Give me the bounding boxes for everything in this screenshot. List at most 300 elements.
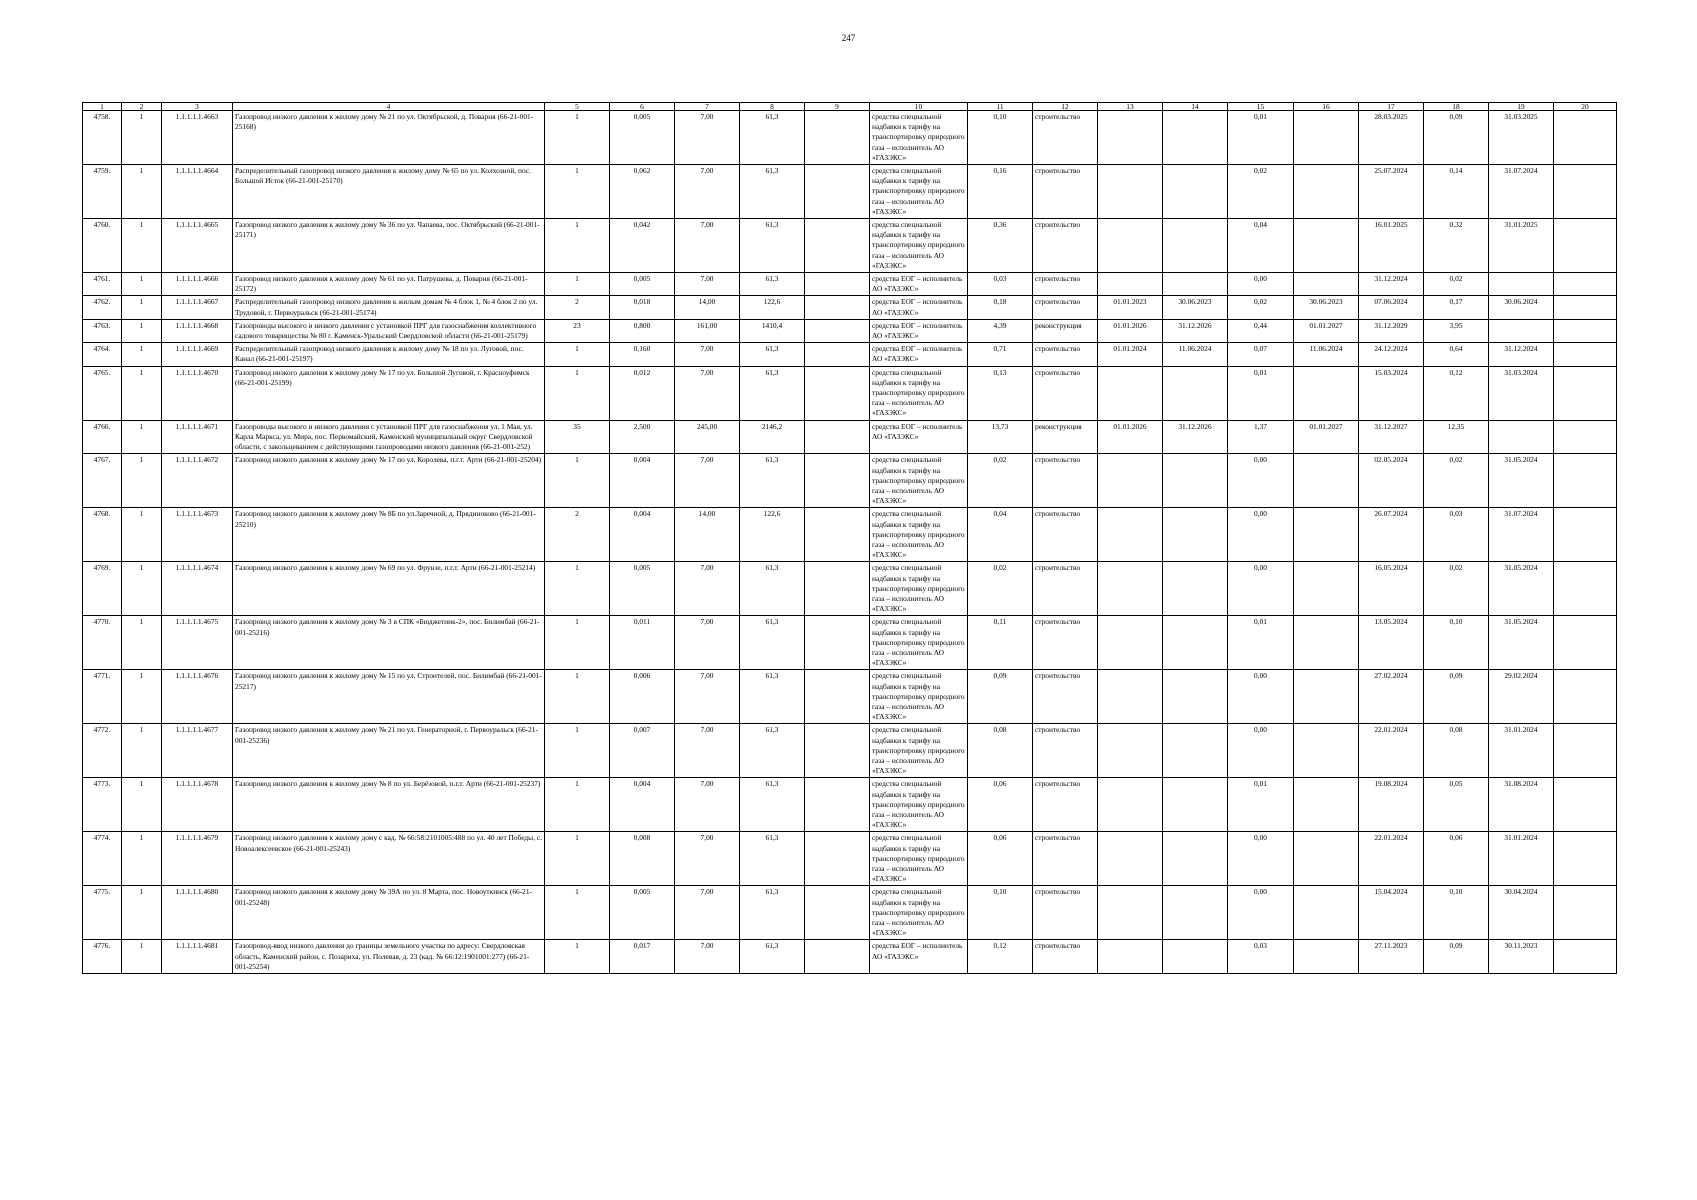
table-cell-col14 xyxy=(1163,832,1228,886)
table-cell-col14 xyxy=(1163,886,1228,940)
table-cell-col6: 0,005 xyxy=(610,111,675,165)
column-number-header: 13 xyxy=(1098,103,1163,111)
table-cell-col15: 0,00 xyxy=(1228,454,1294,508)
table-cell-col17: 27.11.2023 xyxy=(1359,940,1424,974)
table-cell-col13 xyxy=(1098,724,1163,778)
table-cell-col10: средства специальной надбавки к тарифу на транспортировку природного газа – исполнитель АО «ГАЗЭКС» xyxy=(870,670,968,724)
table-cell-col4: Газопровод низкого давления к жилому дому № 17 по ул. Королева, п.г.т. Арти (66-21-001-25204) xyxy=(233,454,545,508)
table-cell-col17: 16.05.2024 xyxy=(1359,562,1424,616)
table-cell-col11: 0,02 xyxy=(968,562,1033,616)
table-cell-col4: Газопровод-ввод низкого давления до границы земельного участка по адресу: Свердловская область, Каменский район, с. Позариха, ул. Полевая, д. 23 (кад. № 66:12:1901001:277) (66-21-001-25254) xyxy=(233,940,545,974)
table-cell-col19 xyxy=(1489,319,1554,342)
table-cell-col7: 7,00 xyxy=(675,273,740,296)
table-cell-col15: 0,01 xyxy=(1228,366,1294,420)
table-cell-col1: 4766. xyxy=(83,420,122,454)
table-cell-col4: Газопровод низкого давления к жилому дому № 17 по ул. Большой Луговой, г. Красноуфимск (66-21-001-25199) xyxy=(233,366,545,420)
table-cell-col16: 11.06.2024 xyxy=(1294,343,1359,366)
table-cell-col8: 61,3 xyxy=(740,111,805,165)
table-cell-col7: 7,00 xyxy=(675,562,740,616)
table-cell-col20 xyxy=(1554,165,1617,219)
table-cell-col13: 01.01.2026 xyxy=(1098,319,1163,342)
table-cell-col6: 0,062 xyxy=(610,165,675,219)
table-cell-col12: строительство xyxy=(1033,724,1098,778)
table-cell-col18: 0,12 xyxy=(1424,366,1489,420)
table-cell-col12: реконструкция xyxy=(1033,420,1098,454)
table-cell-col11: 0,13 xyxy=(968,366,1033,420)
table-cell-col2: 1 xyxy=(122,319,162,342)
table-cell-col11: 0,02 xyxy=(968,454,1033,508)
table-cell-col15: 0,01 xyxy=(1228,616,1294,670)
table-cell-col2: 1 xyxy=(122,940,162,974)
table-cell-col5: 1 xyxy=(545,940,610,974)
column-number-header: 3 xyxy=(162,103,233,111)
table-cell-col12: строительство xyxy=(1033,111,1098,165)
table-row xyxy=(83,670,1617,724)
table-cell-col8: 61,3 xyxy=(740,724,805,778)
table-cell-col19: 31.01.2025 xyxy=(1489,219,1554,273)
table-cell-col13 xyxy=(1098,273,1163,296)
table-cell-col14 xyxy=(1163,165,1228,219)
table-cell-col8: 61,3 xyxy=(740,165,805,219)
table-cell-col3: 1.1.1.1.1.4679 xyxy=(162,832,233,886)
table-cell-col18: 3,95 xyxy=(1424,319,1489,342)
table-cell-col8: 61,3 xyxy=(740,366,805,420)
column-number-header: 2 xyxy=(122,103,162,111)
table-cell-col14 xyxy=(1163,940,1228,974)
table-cell-col3: 1.1.1.1.1.4664 xyxy=(162,165,233,219)
table-cell-col15: 0,01 xyxy=(1228,111,1294,165)
table-row xyxy=(83,111,1617,165)
table-cell-col8: 61,3 xyxy=(740,832,805,886)
table-cell-col19: 31.01.2024 xyxy=(1489,724,1554,778)
table-cell-col3: 1.1.1.1.1.4671 xyxy=(162,420,233,454)
column-number-header: 12 xyxy=(1033,103,1098,111)
table-cell-col17: 02.05.2024 xyxy=(1359,454,1424,508)
table-cell-col16: 01.01.2027 xyxy=(1294,420,1359,454)
table-cell-col11: 0,06 xyxy=(968,778,1033,832)
table-cell-col4: Газопроводы высокого и низкого давления с установкой ПРГ для газоснабжения коллективного садового товарищества № 80 г. Каменск-Уральский Свердловской области (66-21-001-25179) xyxy=(233,319,545,342)
table-cell-col6: 0,011 xyxy=(610,616,675,670)
table-cell-col14 xyxy=(1163,454,1228,508)
table-cell-col3: 1.1.1.1.1.4678 xyxy=(162,778,233,832)
table-cell-col7: 7,00 xyxy=(675,724,740,778)
table-cell-col10: средства специальной надбавки к тарифу на транспортировку природного газа – исполнитель АО «ГАЗЭКС» xyxy=(870,219,968,273)
table-cell-col5: 23 xyxy=(545,319,610,342)
table-cell-col20 xyxy=(1554,366,1617,420)
table-cell-col13 xyxy=(1098,165,1163,219)
table-cell-col11: 0,11 xyxy=(968,616,1033,670)
table-cell-col19: 29.02.2024 xyxy=(1489,670,1554,724)
table-cell-col18: 0,08 xyxy=(1424,724,1489,778)
table-cell-col18: 0,05 xyxy=(1424,778,1489,832)
table-cell-col4: Распределительный газопровод низкого давления к жилому дому № 65 по ул. Колхозной, пос. Большой Исток (66-21-001-25170) xyxy=(233,165,545,219)
table-cell-col14 xyxy=(1163,670,1228,724)
table-cell-col14: 31.12.2026 xyxy=(1163,420,1228,454)
table-cell-col10: средства специальной надбавки к тарифу на транспортировку природного газа – исполнитель АО «ГАЗЭКС» xyxy=(870,616,968,670)
table-cell-col8: 61,3 xyxy=(740,273,805,296)
table-cell-col1: 4765. xyxy=(83,366,122,420)
table-cell-col2: 1 xyxy=(122,420,162,454)
table-cell-col8: 122,6 xyxy=(740,296,805,319)
table-cell-col20 xyxy=(1554,420,1617,454)
table-cell-col3: 1.1.1.1.1.4668 xyxy=(162,319,233,342)
table-cell-col5: 1 xyxy=(545,562,610,616)
table-cell-col13 xyxy=(1098,562,1163,616)
table-cell-col6: 0,004 xyxy=(610,508,675,562)
table-cell-col9 xyxy=(805,319,870,342)
column-number-row xyxy=(83,103,1617,111)
table-cell-col18: 0,09 xyxy=(1424,940,1489,974)
table-cell-col4: Газопровод низкого давления к жилому дому № 21 по ул. Генераторной, г. Первоуральск (66-21-001-25236) xyxy=(233,724,545,778)
table-cell-col6: 0,005 xyxy=(610,562,675,616)
table-cell-col14 xyxy=(1163,219,1228,273)
table-cell-col2: 1 xyxy=(122,454,162,508)
table-cell-col16 xyxy=(1294,940,1359,974)
table-cell-col16 xyxy=(1294,366,1359,420)
table-cell-col2: 1 xyxy=(122,886,162,940)
table-cell-col8: 61,3 xyxy=(740,562,805,616)
table-cell-col13 xyxy=(1098,508,1163,562)
table-cell-col18: 0,10 xyxy=(1424,616,1489,670)
table-cell-col9 xyxy=(805,724,870,778)
table-cell-col17: 19.08.2024 xyxy=(1359,778,1424,832)
table-cell-col1: 4759. xyxy=(83,165,122,219)
table-cell-col15: 0,02 xyxy=(1228,165,1294,219)
table-cell-col6: 0,005 xyxy=(610,273,675,296)
table-cell-col5: 1 xyxy=(545,670,610,724)
table-cell-col10: средства специальной надбавки к тарифу на транспортировку природного газа – исполнитель АО «ГАЗЭКС» xyxy=(870,886,968,940)
table-cell-col14 xyxy=(1163,366,1228,420)
table-cell-col17: 26.07.2024 xyxy=(1359,508,1424,562)
column-number-header: 8 xyxy=(740,103,805,111)
table-cell-col12: строительство xyxy=(1033,940,1098,974)
table-cell-col3: 1.1.1.1.1.4666 xyxy=(162,273,233,296)
table-cell-col17: 16.01.2025 xyxy=(1359,219,1424,273)
table-cell-col1: 4768. xyxy=(83,508,122,562)
table-cell-col7: 7,00 xyxy=(675,778,740,832)
table-cell-col6: 2,500 xyxy=(610,420,675,454)
table-cell-col8: 61,3 xyxy=(740,343,805,366)
table-row xyxy=(83,454,1617,508)
table-cell-col6: 0,160 xyxy=(610,343,675,366)
table-cell-col2: 1 xyxy=(122,165,162,219)
table-cell-col14 xyxy=(1163,562,1228,616)
table-cell-col2: 1 xyxy=(122,343,162,366)
table-cell-col4: Распределительный газопровод низкого давления к жилым домам № 4 блок 1, № 4 блок 2 по ул. Трудовой, г. Первоуральск (66-21-001-25174) xyxy=(233,296,545,319)
table-cell-col11: 0,16 xyxy=(968,165,1033,219)
table-cell-col11: 0,18 xyxy=(968,296,1033,319)
table-cell-col9 xyxy=(805,296,870,319)
table-cell-col2: 1 xyxy=(122,273,162,296)
table-cell-col18: 0,02 xyxy=(1424,273,1489,296)
table-cell-col3: 1.1.1.1.1.4670 xyxy=(162,366,233,420)
table-cell-col16 xyxy=(1294,724,1359,778)
table-cell-col15: 0,00 xyxy=(1228,273,1294,296)
table-cell-col4: Газопровод низкого давления к жилому дому № 21 по ул. Октябрьской, д. Поварня (66-21-001-25168) xyxy=(233,111,545,165)
table-cell-col4: Газопровод низкого давления к жилому дому № 15 по ул. Строителей, пос. Билимбай (66-21-001-25217) xyxy=(233,670,545,724)
table-cell-col16: 01.01.2027 xyxy=(1294,319,1359,342)
table-cell-col10: средства ЕОГ – исполнитель АО «ГАЗЭКС» xyxy=(870,940,968,974)
column-number-header: 18 xyxy=(1424,103,1489,111)
table-cell-col9 xyxy=(805,616,870,670)
table-cell-col16 xyxy=(1294,616,1359,670)
table-cell-col17: 31.12.2027 xyxy=(1359,420,1424,454)
table-cell-col3: 1.1.1.1.1.4676 xyxy=(162,670,233,724)
table-cell-col17: 28.03.2025 xyxy=(1359,111,1424,165)
table-cell-col18: 0,17 xyxy=(1424,296,1489,319)
table-cell-col2: 1 xyxy=(122,832,162,886)
table-cell-col10: средства ЕОГ – исполнитель АО «ГАЗЭКС» xyxy=(870,343,968,366)
table-cell-col19: 31.05.2024 xyxy=(1489,454,1554,508)
table-cell-col6: 0,005 xyxy=(610,886,675,940)
table-cell-col8: 122,6 xyxy=(740,508,805,562)
table-cell-col16 xyxy=(1294,562,1359,616)
table-cell-col20 xyxy=(1554,724,1617,778)
table-cell-col12: строительство xyxy=(1033,508,1098,562)
table-cell-col10: средства специальной надбавки к тарифу на транспортировку природного газа – исполнитель АО «ГАЗЭКС» xyxy=(870,366,968,420)
table-cell-col13 xyxy=(1098,886,1163,940)
table-cell-col3: 1.1.1.1.1.4675 xyxy=(162,616,233,670)
table-cell-col15: 0,44 xyxy=(1228,319,1294,342)
table-cell-col17: 22.01.2024 xyxy=(1359,724,1424,778)
table-cell-col13 xyxy=(1098,454,1163,508)
table-cell-col18: 0,02 xyxy=(1424,454,1489,508)
table-cell-col9 xyxy=(805,562,870,616)
table-cell-col5: 2 xyxy=(545,508,610,562)
table-cell-col3: 1.1.1.1.1.4681 xyxy=(162,940,233,974)
table-cell-col15: 0,07 xyxy=(1228,343,1294,366)
column-number-header: 14 xyxy=(1163,103,1228,111)
column-number-header: 17 xyxy=(1359,103,1424,111)
table-cell-col7: 7,00 xyxy=(675,366,740,420)
table-cell-col18: 0,03 xyxy=(1424,508,1489,562)
table-cell-col15: 0,03 xyxy=(1228,940,1294,974)
table-cell-col7: 7,00 xyxy=(675,343,740,366)
table-cell-col8: 61,3 xyxy=(740,454,805,508)
table-cell-col11: 0,10 xyxy=(968,886,1033,940)
table-cell-col19: 31.07.2024 xyxy=(1489,508,1554,562)
table-cell-col11: 0,03 xyxy=(968,273,1033,296)
table-cell-col17: 31.12.2029 xyxy=(1359,319,1424,342)
page-number: 247 xyxy=(841,33,856,43)
table-cell-col6: 0,004 xyxy=(610,454,675,508)
table-cell-col11: 0,04 xyxy=(968,508,1033,562)
table-cell-col15: 0,00 xyxy=(1228,562,1294,616)
table-cell-col5: 35 xyxy=(545,420,610,454)
table-cell-col6: 0,008 xyxy=(610,832,675,886)
table-cell-col10: средства ЕОГ – исполнитель АО «ГАЗЭКС» xyxy=(870,420,968,454)
investment-program-table xyxy=(82,102,1617,974)
table-cell-col7: 7,00 xyxy=(675,165,740,219)
table-cell-col5: 1 xyxy=(545,454,610,508)
table-row xyxy=(83,343,1617,366)
table-cell-col13 xyxy=(1098,832,1163,886)
table-cell-col17: 27.02.2024 xyxy=(1359,670,1424,724)
table-cell-col2: 1 xyxy=(122,111,162,165)
table-cell-col9 xyxy=(805,454,870,508)
table-cell-col5: 1 xyxy=(545,886,610,940)
table-cell-col6: 0,004 xyxy=(610,778,675,832)
table-cell-col16 xyxy=(1294,273,1359,296)
table-cell-col13 xyxy=(1098,366,1163,420)
table-cell-col10: средства специальной надбавки к тарифу на транспортировку природного газа – исполнитель АО «ГАЗЭКС» xyxy=(870,562,968,616)
table-cell-col6: 0,018 xyxy=(610,296,675,319)
table-cell-col19: 31.03.2025 xyxy=(1489,111,1554,165)
table-cell-col20 xyxy=(1554,940,1617,974)
table-cell-col16 xyxy=(1294,778,1359,832)
table-cell-col7: 161,00 xyxy=(675,319,740,342)
table-cell-col19: 30.06.2024 xyxy=(1489,296,1554,319)
table-cell-col3: 1.1.1.1.1.4677 xyxy=(162,724,233,778)
table-row xyxy=(83,219,1617,273)
column-number-header: 16 xyxy=(1294,103,1359,111)
table-cell-col1: 4771. xyxy=(83,670,122,724)
table-cell-col19: 31.08.2024 xyxy=(1489,778,1554,832)
column-number-header: 4 xyxy=(233,103,545,111)
table-cell-col14 xyxy=(1163,616,1228,670)
table-cell-col16 xyxy=(1294,670,1359,724)
table-cell-col17: 13.05.2024 xyxy=(1359,616,1424,670)
table-cell-col7: 7,00 xyxy=(675,616,740,670)
table-cell-col8: 61,3 xyxy=(740,778,805,832)
table-cell-col13: 01.01.2026 xyxy=(1098,420,1163,454)
table-cell-col15: 0,00 xyxy=(1228,508,1294,562)
table-cell-col1: 4762. xyxy=(83,296,122,319)
table-row xyxy=(83,296,1617,319)
table-cell-col7: 7,00 xyxy=(675,219,740,273)
table-cell-col20 xyxy=(1554,319,1617,342)
table-cell-col20 xyxy=(1554,219,1617,273)
table-cell-col14 xyxy=(1163,508,1228,562)
table-cell-col4: Газопровод низкого давления к жилому дому № 8Б по ул.Заречной, д. Прядиноково (66-21-001-25210) xyxy=(233,508,545,562)
table-cell-col20 xyxy=(1554,273,1617,296)
table-cell-col12: строительство xyxy=(1033,886,1098,940)
column-number-header: 19 xyxy=(1489,103,1554,111)
table-cell-col10: средства ЕОГ – исполнитель АО «ГАЗЭКС» xyxy=(870,319,968,342)
table-cell-col10: средства ЕОГ – исполнитель АО «ГАЗЭКС» xyxy=(870,296,968,319)
table-cell-col5: 1 xyxy=(545,832,610,886)
table-cell-col4: Газопровод низкого давления к жилому дому с кад. № 66:58:2101005:488 по ул. 40 лет Победы, с. Новоалексеевское (66-21-001-25243) xyxy=(233,832,545,886)
table-cell-col6: 0,012 xyxy=(610,366,675,420)
table-cell-col2: 1 xyxy=(122,616,162,670)
table-cell-col13 xyxy=(1098,940,1163,974)
table-cell-col8: 61,3 xyxy=(740,886,805,940)
table-cell-col2: 1 xyxy=(122,366,162,420)
table-row xyxy=(83,420,1617,454)
table-cell-col18: 0,06 xyxy=(1424,832,1489,886)
table-cell-col2: 1 xyxy=(122,562,162,616)
table-cell-col14 xyxy=(1163,724,1228,778)
table-cell-col12: строительство xyxy=(1033,616,1098,670)
column-number-header: 9 xyxy=(805,103,870,111)
table-cell-col17: 22.01.2024 xyxy=(1359,832,1424,886)
table-cell-col5: 1 xyxy=(545,111,610,165)
table-cell-col5: 1 xyxy=(545,273,610,296)
table-cell-col2: 1 xyxy=(122,508,162,562)
table-cell-col11: 0,10 xyxy=(968,111,1033,165)
table-cell-col3: 1.1.1.1.1.4674 xyxy=(162,562,233,616)
table-row xyxy=(83,508,1617,562)
table-cell-col17: 24.12.2024 xyxy=(1359,343,1424,366)
table-cell-col4: Газопровод низкого давления к жилому дому № 36 по ул. Чапаева, пос. Октябрьский (66-21-001-25171) xyxy=(233,219,545,273)
table-cell-col12: строительство xyxy=(1033,343,1098,366)
table-cell-col5: 1 xyxy=(545,219,610,273)
table-cell-col8: 61,3 xyxy=(740,670,805,724)
column-number-header: 6 xyxy=(610,103,675,111)
table-cell-col5: 2 xyxy=(545,296,610,319)
table-cell-col6: 0,042 xyxy=(610,219,675,273)
table-cell-col17: 15.04.2024 xyxy=(1359,886,1424,940)
table-cell-col5: 1 xyxy=(545,724,610,778)
table-cell-col7: 14,00 xyxy=(675,508,740,562)
table-cell-col18: 0,09 xyxy=(1424,111,1489,165)
table-cell-col3: 1.1.1.1.1.4663 xyxy=(162,111,233,165)
column-number-header: 20 xyxy=(1554,103,1617,111)
table-cell-col17: 07.06.2024 xyxy=(1359,296,1424,319)
table-cell-col20 xyxy=(1554,454,1617,508)
table-cell-col1: 4774. xyxy=(83,832,122,886)
table-cell-col11: 0,08 xyxy=(968,724,1033,778)
table-cell-col4: Газопровод низкого давления к жилому дому № 8 по ул. Берёзовой, п.г.т. Арти (66-21-001-25237) xyxy=(233,778,545,832)
table-row xyxy=(83,319,1617,342)
table-cell-col13 xyxy=(1098,616,1163,670)
table-cell-col20 xyxy=(1554,670,1617,724)
table-cell-col12: строительство xyxy=(1033,670,1098,724)
table-cell-col7: 245,00 xyxy=(675,420,740,454)
table-cell-col20 xyxy=(1554,832,1617,886)
table-cell-col1: 4772. xyxy=(83,724,122,778)
table-cell-col13: 01.01.2023 xyxy=(1098,296,1163,319)
table-cell-col12: строительство xyxy=(1033,366,1098,420)
table-cell-col18: 0,14 xyxy=(1424,165,1489,219)
table-cell-col12: строительство xyxy=(1033,832,1098,886)
table-cell-col9 xyxy=(805,670,870,724)
table-cell-col6: 0,007 xyxy=(610,724,675,778)
table-cell-col2: 1 xyxy=(122,670,162,724)
table-cell-col8: 61,3 xyxy=(740,616,805,670)
table-row xyxy=(83,366,1617,420)
table-cell-col18: 12,35 xyxy=(1424,420,1489,454)
table-cell-col9 xyxy=(805,778,870,832)
table-cell-col8: 61,3 xyxy=(740,219,805,273)
table-cell-col15: 0,00 xyxy=(1228,670,1294,724)
table-cell-col16 xyxy=(1294,165,1359,219)
table-cell-col10: средства специальной надбавки к тарифу на транспортировку природного газа – исполнитель АО «ГАЗЭКС» xyxy=(870,832,968,886)
table-cell-col9 xyxy=(805,273,870,296)
table-cell-col20 xyxy=(1554,778,1617,832)
table-cell-col1: 4764. xyxy=(83,343,122,366)
column-number-header: 15 xyxy=(1228,103,1294,111)
table-row xyxy=(83,724,1617,778)
table-cell-col19: 30.11.2023 xyxy=(1489,940,1554,974)
table-cell-col7: 7,00 xyxy=(675,111,740,165)
table-cell-col7: 14,00 xyxy=(675,296,740,319)
table-cell-col16 xyxy=(1294,832,1359,886)
table-cell-col11: 0,36 xyxy=(968,219,1033,273)
column-number-header: 5 xyxy=(545,103,610,111)
table-cell-col1: 4769. xyxy=(83,562,122,616)
table-row xyxy=(83,940,1617,974)
column-number-header: 11 xyxy=(968,103,1033,111)
table-cell-col20 xyxy=(1554,111,1617,165)
table-cell-col4: Газопровод низкого давления к жилому дому № 39А по ул. 8 Марта, пос. Новоуткинск (66-21-001-25248) xyxy=(233,886,545,940)
table-cell-col9 xyxy=(805,420,870,454)
table-cell-col15: 1,37 xyxy=(1228,420,1294,454)
table-cell-col16 xyxy=(1294,454,1359,508)
table-cell-col15: 0,00 xyxy=(1228,832,1294,886)
table-cell-col12: строительство xyxy=(1033,165,1098,219)
table-cell-col16 xyxy=(1294,219,1359,273)
